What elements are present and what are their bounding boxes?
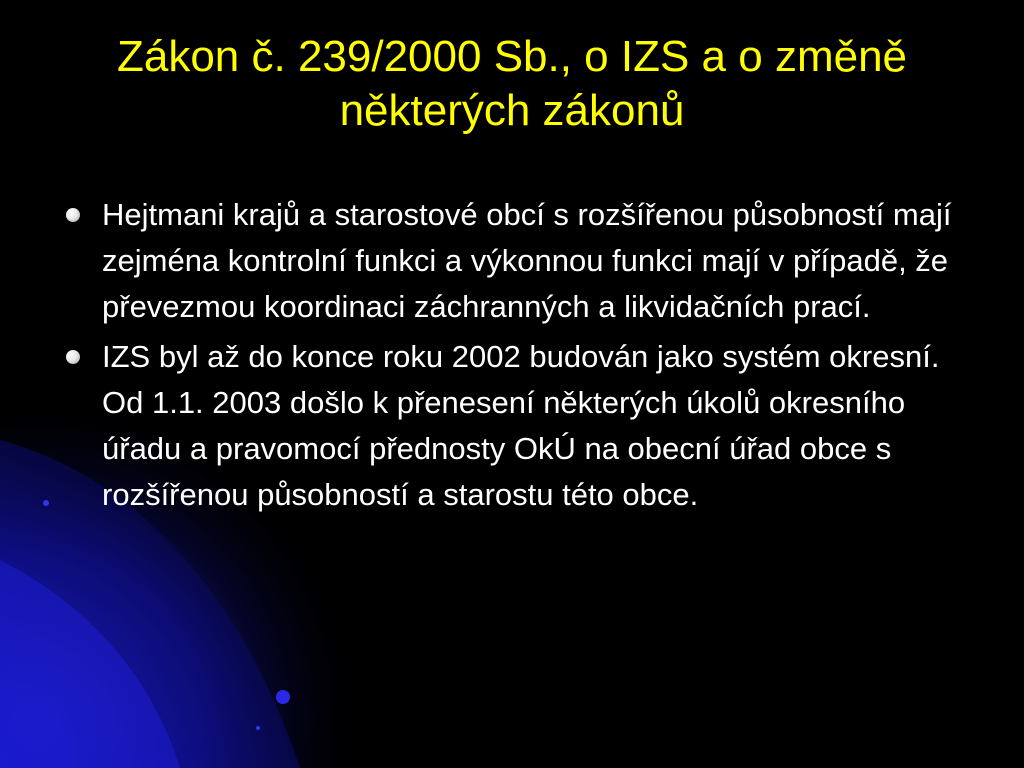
bullet-item bbox=[60, 334, 980, 518]
round-bullet-icon bbox=[66, 208, 80, 222]
decor-dot-tiny bbox=[256, 726, 260, 730]
round-bullet-icon bbox=[66, 350, 80, 364]
decor-dot-small bbox=[43, 500, 49, 506]
bullet-item bbox=[60, 192, 980, 330]
decor-dot-large bbox=[276, 690, 290, 704]
bullet-list bbox=[60, 192, 980, 522]
slide-title: Zákon č. 239/2000 Sb., o IZS a o změně některých zákonů bbox=[116, 32, 908, 135]
bullet-text: IZS byl až do konce roku 2002 budován jako systém okresní. Od 1.1. 2003 došlo k přenesení některých úkolů okresního úřadu a pravomocí přednosty OkÚ na obecní úřad obce s rozšířenou působností a starostu této obce. bbox=[102, 339, 940, 512]
bullet-text: Hejtmani krajů a starostové obcí s rozšířenou působností mají zejména kontrolní funkci a výkonnou funkci mají v případě, že převezmou koordinaci záchranných a likvidačních prací. bbox=[102, 197, 952, 324]
